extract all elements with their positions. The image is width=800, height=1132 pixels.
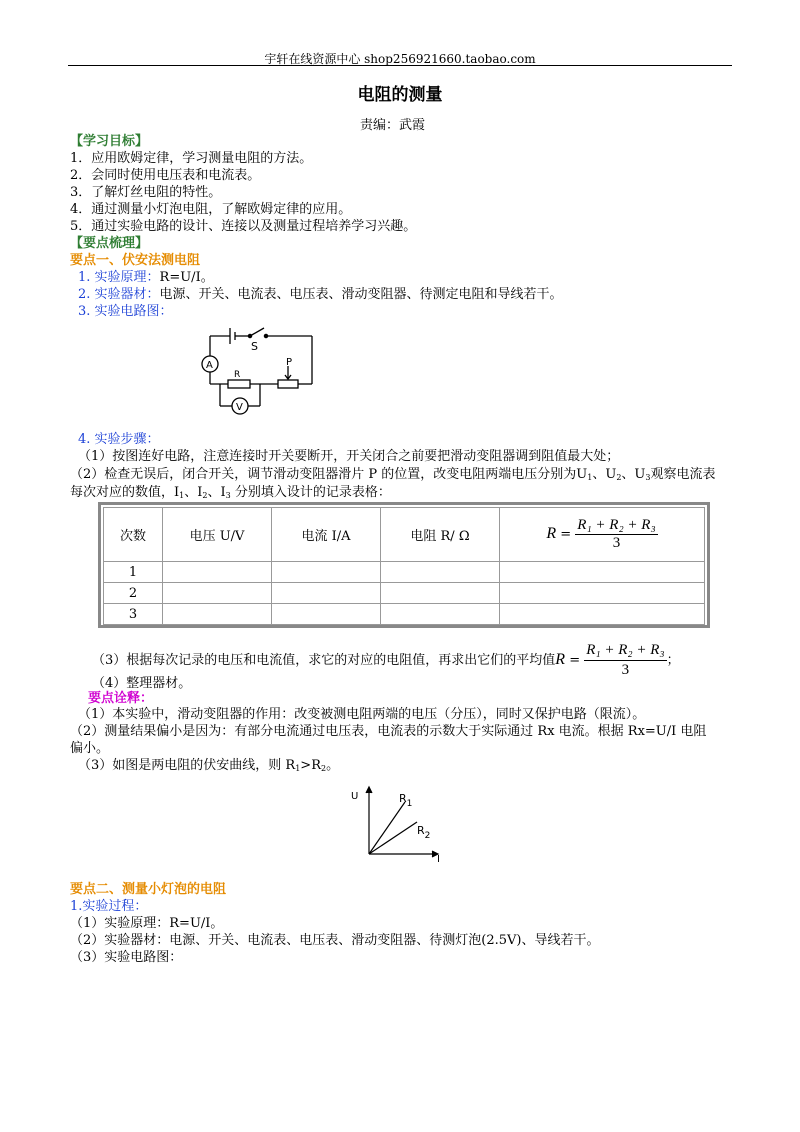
- table-header-formula: R = $\frac{\text{R₁ + R₂ + R₃}}{3}$: [500, 508, 705, 562]
- p1-item-3-num: 3. 实验电路图：: [78, 304, 173, 319]
- r1-label: $R_1$: [399, 792, 413, 809]
- table-cell-index: 1: [104, 562, 163, 583]
- step-2-line2: 每次对应的数值，$I_1$、$I_2$、$I_3$ 分别填入设计的记录表格：: [70, 485, 391, 500]
- formula-fraction: $\frac{\text{R₁ + R₂ + R₃}}{3}$: [577, 517, 656, 551]
- p2-item-3: （3）实验电路图：: [70, 950, 183, 965]
- p1-item-2: [78, 286, 563, 303]
- p1-item-3: [78, 303, 173, 320]
- point2-heading: 要点二、测量小灯泡的电阻: [70, 882, 227, 897]
- u-axis-label: U: [351, 791, 359, 802]
- step-3: （3）根据每次记录的电压和电流值，求它的对应的电阻值，再求出它们的平均值R = $\frac{\text{R₁ + R₂ + R₃}}{3}$ ；: [92, 642, 680, 678]
- table-cell-index: 3: [104, 604, 163, 625]
- table-cell: [500, 562, 705, 583]
- voltmeter-label: V: [236, 402, 243, 413]
- goal-item-4: 4．通过测量小灯泡电阻，了解欧姆定律的应用。: [70, 202, 352, 217]
- table-row: [104, 583, 705, 604]
- p1-step-num: 4. 实验步骤：: [78, 432, 160, 447]
- goals-heading: 【学习目标】: [70, 134, 149, 149]
- slider-label: P: [286, 357, 293, 368]
- step-1: （1）按图连好电路，注意连接时开关要断开，开关闭合之前要把滑动变阻器调到阻值最大处；: [78, 449, 620, 464]
- step-4: （4）整理器材。: [92, 676, 192, 691]
- table-header-row: [104, 508, 705, 562]
- table-cell: [272, 604, 381, 625]
- table-cell: [272, 583, 381, 604]
- step-2-line1: （2）检查无误后，闭合开关，调节滑动变阻器滑片 P 的位置，改变电阻两端电压分别为$U_1$、$U_2$、$U_3$观察电流表: [70, 467, 716, 482]
- r2-label: $R_2$: [417, 824, 431, 841]
- note-3: （3）如图是两电阻的伏安曲线，则 $R_1>R_2$。: [78, 758, 340, 773]
- ammeter-label: A: [206, 360, 213, 371]
- notes-heading: 要点诠释：: [88, 691, 154, 706]
- table-cell: [272, 562, 381, 583]
- resistor-label: R: [234, 370, 241, 380]
- goal-item-3: 3．了解灯丝电阻的特性。: [70, 185, 222, 200]
- goal-item-2: 2．会同时使用电压表和电流表。: [70, 168, 261, 183]
- switch-label: S: [251, 340, 258, 353]
- table-header-cell: 电压 U/V: [163, 508, 272, 562]
- table-cell: [500, 583, 705, 604]
- resistor-r: [228, 380, 250, 388]
- step3-fraction: $\frac{\text{R₁ + R₂ + R₃}}{3}$: [586, 642, 665, 678]
- header-divider: [68, 65, 732, 66]
- table-row: [104, 604, 705, 625]
- p2-item-2: （2）实验器材：电源、开关、电流表、电压表、滑动变阻器、待测灯泡(2.5V)、导线若干。: [70, 933, 600, 948]
- ui-graph: [345, 782, 455, 864]
- note-1: （1）本实验中，滑动变阻器的作用：改变被测电阻两端的电压（分压），同时又保护电路（限流）。: [78, 707, 646, 722]
- record-table: [103, 507, 705, 625]
- table-cell: [163, 604, 272, 625]
- table-header-cell: 电流 I/A: [272, 508, 381, 562]
- p1-item-2-text: 电源、开关、电流表、电压表、滑动变阻器、待测定电阻和导线若干。: [159, 287, 563, 302]
- table-cell: [381, 604, 500, 625]
- goal-item-5: 5．通过实验电路的设计、连接以及测量过程培养学习兴趣。: [70, 219, 417, 234]
- note-2-line2: 偏小。: [70, 741, 110, 756]
- editor-line: 责编：武霞: [360, 118, 426, 133]
- table-cell: [163, 562, 272, 583]
- table-cell: [500, 604, 705, 625]
- goal-item-1: 1．应用欧姆定律，学习测量电阻的方法。: [70, 151, 313, 166]
- circuit-diagram: [190, 318, 330, 426]
- p1-step-heading: [78, 431, 160, 448]
- switch-lever: [250, 328, 264, 336]
- rheostat: [278, 380, 298, 388]
- record-table-frame: [98, 502, 710, 628]
- line-r1: [369, 802, 405, 854]
- p1-item-1: [78, 269, 214, 286]
- table-cell: [163, 583, 272, 604]
- table-cell: [381, 583, 500, 604]
- p2-subheading: 1.实验过程：: [70, 899, 148, 914]
- line-r2: [369, 822, 417, 854]
- i-axis-label: I: [437, 854, 440, 864]
- page-title: 电阻的测量: [357, 85, 443, 105]
- note-2-line1: （2）测量结果偏小是因为：有部分电流通过电压表，电流表的示数大于实际通过 Rx 电流。根据 Rx=U/I 电阻: [70, 724, 707, 739]
- table-cell: [381, 562, 500, 583]
- p1-item-1-num: 1. 实验原理：: [78, 270, 160, 285]
- points-heading: 【要点梳理】: [70, 236, 149, 251]
- table-header-cell: 次数: [104, 508, 163, 562]
- point1-heading: 要点一、伏安法测电阻: [70, 253, 201, 268]
- p1-item-1-text: R=U/I。: [159, 270, 214, 285]
- table-cell-index: 2: [104, 583, 163, 604]
- table-row: [104, 562, 705, 583]
- table-header-cell: 电阻 R/ Ω: [381, 508, 500, 562]
- page-header: 宇轩在线资源中心 shop256921660.taobao.com: [264, 52, 536, 66]
- p1-item-2-num: 2. 实验器材：: [78, 287, 160, 302]
- p2-item-1: （1）实验原理：R=U/I。: [70, 916, 224, 931]
